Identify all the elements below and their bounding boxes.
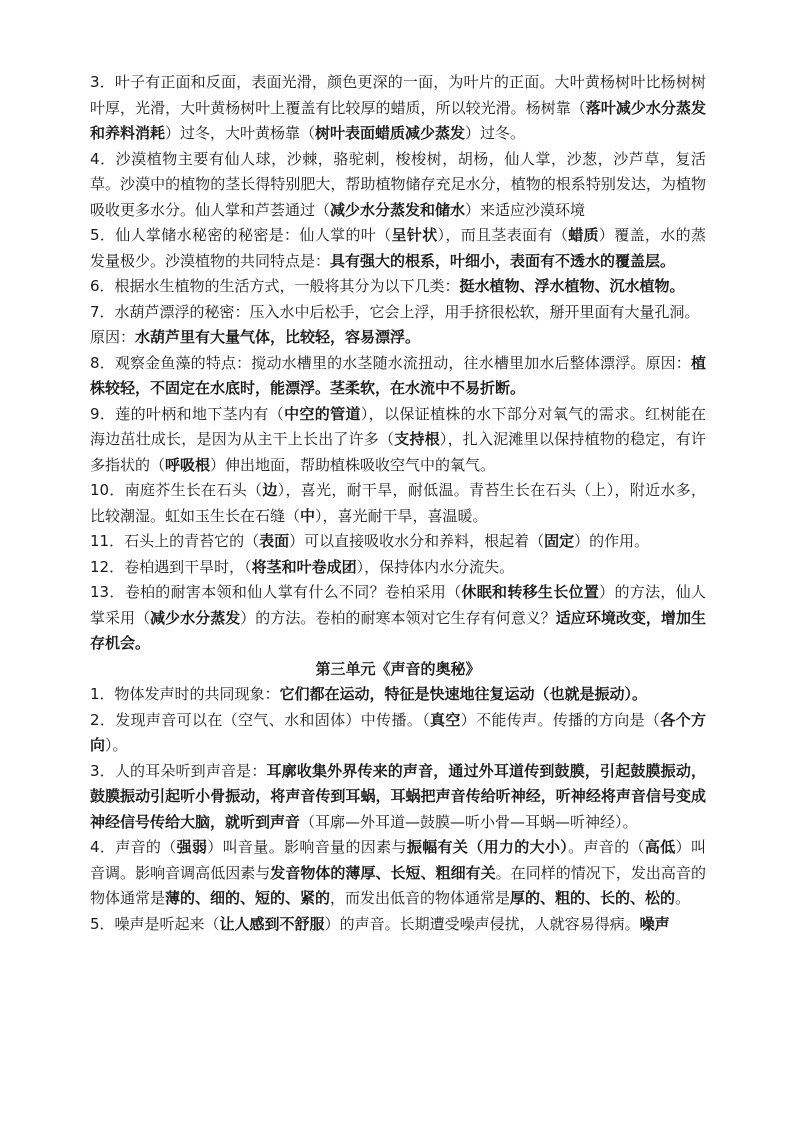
note-paragraph (90, 835, 706, 912)
bold-text-run: 真空 (430, 710, 461, 729)
text-run: ）。 (105, 736, 128, 754)
bold-text-run: 中空的管道 (284, 404, 361, 423)
bold-text-run: 休眠和转移生长位置 (461, 583, 600, 601)
bold-text-run: 植株较轻，不固定在水底时，能漂浮。茎柔软，在水流中不易折断。 (90, 353, 706, 397)
text-run: 5．仙人掌储水秘密的秘密是：仙人掌的叶（ (90, 226, 392, 244)
text-run: ）过冬，大叶黄杨靠（ (165, 124, 316, 142)
bold-text-run: 振幅有关（用力的大小） (406, 838, 569, 856)
bold-text-run: 将茎和叶卷成团 (251, 557, 357, 576)
document-page (90, 70, 706, 937)
text-run: ），喜光，耐干旱，耐低温。青苔生长在石头（上），附近水多，比较潮湿。虹如玉生长在石缝（ (90, 481, 706, 525)
text-run: ）覆盖，水的蒸发量极少。沙漠植物的共同特点是： (90, 226, 706, 270)
unit-two-notes (90, 70, 706, 657)
bold-text-run: 固定 (544, 532, 575, 550)
bold-text-run: 薄的、细的、短的、紧的 (165, 889, 331, 907)
text-run: 7．水葫芦漂浮的秘密：压入水中后松手，它会上浮，用手挤很松软，掰开里面有大量孔洞。 (90, 302, 700, 321)
text-run: ），以保证植株的水下部分对氧气的需求。红树能在海边茁壮成长，是因为从主干上长出了许多（ (90, 404, 706, 448)
text-run: ）可以直接吸收水分和养料，根起着（ (289, 532, 545, 550)
text-run: 6．根据水生植物的生活方式，一般将其分为以下几类： (90, 277, 460, 295)
note-paragraph (90, 70, 706, 147)
text-run: ），而且茎表面有（ (437, 226, 569, 244)
note-paragraph (90, 274, 706, 300)
text-run: ）不能传声。传播的方向是（ (460, 710, 661, 729)
text-run: 3．人的耳朵听到声音是： (90, 761, 267, 780)
text-run: ）的作用。 (574, 532, 650, 550)
text-run: 11．石头上的青苔它的（ (90, 532, 260, 550)
text-run: 2．发现声音可以在（空气、水和固体）中传播。（ (90, 710, 431, 729)
note-paragraph (90, 708, 706, 759)
note-paragraph (90, 580, 706, 657)
text-run: 。声音的（ (568, 838, 645, 856)
bold-text-run: 呈针状 (391, 226, 438, 244)
bold-text-run: 减少水分蒸发和储水 (330, 200, 466, 219)
bold-text-run: 落叶减少水分蒸发和养料消耗 (90, 98, 706, 142)
bold-text-run: 表面 (259, 532, 290, 550)
note-paragraph (90, 325, 706, 351)
text-run: ，而发出低音的物体通常是 (330, 889, 511, 907)
bold-text-run: 噪声 (639, 914, 670, 933)
bold-text-run: 高低 (644, 838, 676, 856)
bold-text-run: 减少水分蒸发 (150, 608, 241, 627)
text-run: 。在同样的情况下，发出高音的物体通常是 (90, 863, 706, 907)
text-run: 4．沙漠植物主要有仙人球，沙棘，骆驼刺，梭梭树，胡杨，仙人掌，沙葱，沙芦草，复活草。沙漠中的植物的茎长得特别肥大，帮助植物储存充足水分，植物的根系特别发达，为植物吸收更多水分。仙人掌和芦荟通过（ (90, 149, 706, 219)
bold-text-run: 发音物体的薄厚、长短、粗细有关 (270, 863, 496, 882)
text-run: 8．观察金鱼藻的特点：搅动水槽里的水茎随水流扭动，往水槽里加水后整体漂浮。原因： (90, 353, 691, 372)
text-run: ），保持体内水分流失。 (356, 557, 515, 576)
text-run: 5．噪声是听起来（ (90, 914, 220, 933)
bold-text-run: 挺水植物、浮水植物、沉水植物。 (459, 277, 685, 295)
text-run: ）过冬。 (465, 124, 526, 142)
text-run: 。 (675, 889, 691, 907)
note-paragraph (90, 682, 706, 708)
note-paragraph (90, 912, 706, 938)
unit-three-notes (90, 682, 706, 937)
text-run: ）的声音。长期遭受噪声侵扰，人就容易得病。 (324, 914, 640, 933)
bold-text-run: 厚的、粗的、长的、松的 (510, 889, 676, 907)
bold-text-run: 耳廓收集外界传来的声音，通过外耳道传到鼓膜，引起鼓膜振动，鼓膜振动引起听小骨振动，将声音传到耳蜗，耳蜗把声音传给听神经，听神经将声音信号变成神经信号传给大脑，就听到声音 (90, 761, 706, 831)
note-paragraph (90, 759, 706, 836)
bold-text-run: 让人感到不舒服 (219, 914, 325, 933)
text-run: 4．声音的（ (90, 838, 177, 856)
note-paragraph (90, 300, 706, 326)
text-run: 原因： (90, 328, 136, 346)
bold-text-run: 边 (262, 481, 278, 499)
note-paragraph (90, 478, 706, 529)
bold-text-run: 适应环境改变，增加生存机会。 (90, 608, 706, 652)
note-paragraph (90, 555, 706, 581)
text-run: 12．卷柏遇到干旱时，（ (90, 557, 252, 576)
bold-text-run: 水葫芦里有大量气体，比较轻，容易漂浮。 (135, 328, 421, 346)
text-run: ）来适应沙漠环境 (465, 200, 586, 219)
text-run: 1．物体发声时的共同现象： (90, 685, 280, 703)
bold-text-run: 具有强大的根系，叶细小，表面有不透水的覆盖层。 (330, 251, 676, 270)
text-run: ）的方法，仙人掌采用（ (90, 583, 706, 627)
text-run: 3．叶子有正面和反面，表面光滑，颜色更深的一面，为叶片的正面。大叶黄杨树叶比杨树树叶厚，光滑，大叶黄杨树叶上覆盖有比较厚的蜡质，所以较光滑。杨树靠（ (90, 73, 706, 117)
note-paragraph (90, 351, 706, 402)
bold-text-run: 呼吸根 (165, 455, 211, 474)
text-run: 9．莲的叶柄和地下茎内有（ (90, 404, 285, 423)
note-paragraph (90, 147, 706, 224)
text-run: ）伸出地面，帮助植株吸收空气中的氧气。 (210, 455, 496, 474)
note-paragraph (90, 529, 706, 555)
note-paragraph (90, 402, 706, 479)
text-run: ），扎入泥滩里以保持植物的稳定，有许多指状的（ (90, 430, 706, 474)
text-run: ），喜光耐干旱，喜温暖。 (315, 506, 488, 525)
text-run: ）的方法。卷柏的耐寒本领对它生存有何意义？ (240, 608, 556, 627)
text-run: 13．卷柏的耐害本领和仙人掌有什么不同？卷柏采用（ (90, 583, 462, 601)
bold-text-run: 它们都在运动，特征是快速地往复运动（也就是振动）。 (279, 685, 648, 703)
text-run: ）叫音调。影响音调高低因素与 (90, 838, 706, 882)
section-heading: 第三单元《声音的奥秘》 (315, 659, 481, 678)
note-paragraph (90, 223, 706, 274)
bold-text-run: 中 (300, 506, 316, 525)
bold-text-run: 强弱 (176, 838, 208, 856)
bold-text-run: 树叶表面蜡质减少蒸发 (315, 124, 466, 142)
bold-text-run: 各个方向 (90, 710, 706, 754)
text-run: 10．南庭芥生长在石头（ (90, 481, 263, 499)
bold-text-run: 支持根 (394, 430, 440, 448)
text-run: （耳廓—外耳道—鼓膜—听小骨—耳蜗—听神经）。 (300, 812, 638, 831)
bold-text-run: 蜡质 (568, 226, 599, 244)
text-run: ）叫音量。影响音量的因素与 (207, 838, 407, 856)
